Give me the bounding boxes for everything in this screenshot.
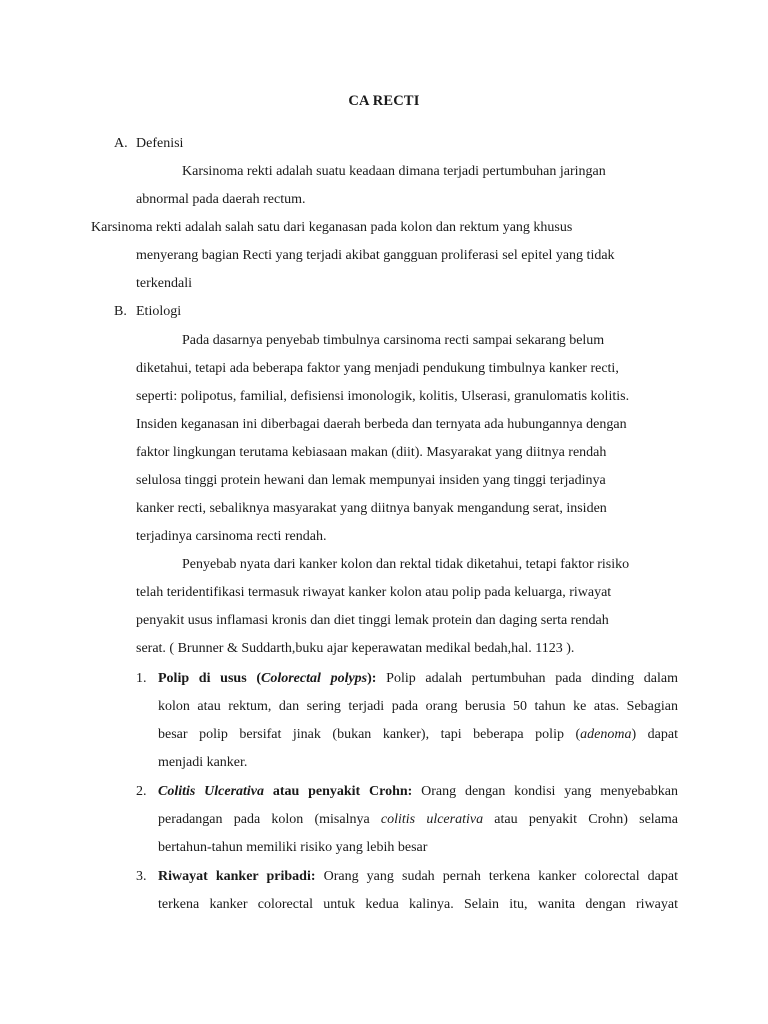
list-item-line: menjadi kanker. xyxy=(158,755,248,770)
section-a-marker: A. xyxy=(114,136,128,151)
list-item-line xyxy=(158,726,678,744)
list-term-italic: Colitis Ulcerativa xyxy=(158,784,265,799)
list-number: 1. xyxy=(136,671,147,686)
paragraph-line: faktor lingkungan terutama kebiasaan makan (diit). Masyarakat yang diitnya rendah xyxy=(136,445,607,460)
paragraph-line: penyakit usus inflamasi kronis dan diet tinggi lemak protein dan daging serta rendah xyxy=(136,613,609,628)
paragraph-line: kanker recti, sebaliknya masyarakat yang diitnya banyak mengandung serat, insiden xyxy=(136,501,607,516)
list-text: besar polip bersifat jinak (bukan kanker), tapi beberapa polip ( xyxy=(158,727,581,742)
list-term: ): xyxy=(367,671,377,686)
list-item-line xyxy=(158,783,678,801)
paragraph-line: telah teridentifikasi termasuk riwayat kanker kolon atau polip pada keluarga, riwayat xyxy=(136,585,612,600)
paragraph-line: selulosa tinggi protein hewani dan lemak mempunyai insiden yang tinggi terjadinya xyxy=(136,473,606,488)
list-text: Orang yang sudah pernah terkena kanker colorectal dapat xyxy=(315,869,678,884)
list-term: Polip di usus ( xyxy=(158,671,261,686)
document-title: CA RECTI xyxy=(348,93,420,109)
paragraph-line: terkendali xyxy=(136,276,192,291)
list-text: ) dapat xyxy=(631,727,678,742)
paragraph-line: Insiden keganasan ini diberbagai daerah berbeda dan ternyata ada hubungannya dengan xyxy=(136,417,627,432)
paragraph-line: seperti: polipotus, familial, defisiensi imonologik, kolitis, Ulserasi, granulomatis kolitis. xyxy=(136,389,630,404)
section-b-marker: B. xyxy=(114,304,127,319)
list-item-line xyxy=(158,811,678,829)
list-text: Orang dengan kondisi yang menyebabkan xyxy=(412,784,678,799)
list-item-line xyxy=(158,670,678,688)
list-item-line: kolon atau rektum, dan sering terjadi pada orang berusia 50 tahun ke atas. Sebagian xyxy=(158,699,678,714)
list-text: peradangan pada kolon (misalnya xyxy=(158,812,381,827)
paragraph-line: serat. ( Brunner & Suddarth,buku ajar keperawatan medikal bedah,hal. 1123 ). xyxy=(136,641,575,656)
paragraph-line: abnormal pada daerah rectum. xyxy=(136,192,306,207)
list-term: atau penyakit Crohn: xyxy=(264,784,413,799)
list-term-italic: Colorectal polyps xyxy=(261,671,368,686)
list-text: Polip adalah pertumbuhan pada dinding dalam xyxy=(376,671,678,686)
paragraph-line: Karsinoma rekti adalah salah satu dari keganasan pada kolon dan rektum yang khusus xyxy=(91,220,573,235)
list-item-line: terkena kanker colorectal untuk kedua kalinya. Selain itu, wanita dengan riwayat xyxy=(158,897,678,912)
list-item-line xyxy=(158,868,678,886)
paragraph-line: Karsinoma rekti adalah suatu keadaan dimana terjadi pertumbuhan jaringan xyxy=(182,164,606,179)
list-text: atau penyakit Crohn) selama xyxy=(483,812,678,827)
paragraph-line: diketahui, tetapi ada beberapa faktor yang menjadi pendukung timbulnya kanker recti, xyxy=(136,361,619,376)
section-a-heading: Defenisi xyxy=(136,136,184,151)
paragraph-line: Penyebab nyata dari kanker kolon dan rektal tidak diketahui, tetapi faktor risiko xyxy=(182,557,630,572)
list-number: 2. xyxy=(136,784,147,799)
paragraph-line: Pada dasarnya penyebab timbulnya carsinoma recti sampai sekarang belum xyxy=(182,333,605,348)
list-text-italic: adenoma xyxy=(580,727,632,742)
list-text-italic: colitis ulcerativa xyxy=(380,812,484,827)
section-b-heading: Etiologi xyxy=(136,304,182,319)
list-item-line: bertahun-tahun memiliki risiko yang lebih besar xyxy=(158,840,428,855)
list-term: Riwayat kanker pribadi: xyxy=(158,869,316,884)
list-number: 3. xyxy=(136,869,147,884)
paragraph-line: terjadinya carsinoma recti rendah. xyxy=(136,529,327,544)
paragraph-line: menyerang bagian Recti yang terjadi akibat gangguan proliferasi sel epitel yang tidak xyxy=(136,248,615,263)
